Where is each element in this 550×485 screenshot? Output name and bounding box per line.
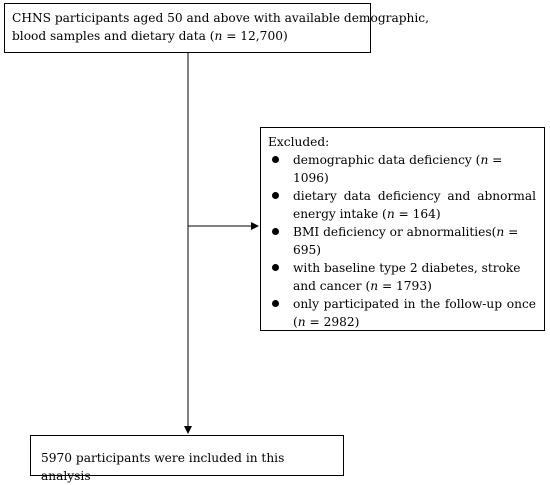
- n-symbol: n: [214, 29, 223, 43]
- enrollment-line-2: [12, 27, 364, 45]
- included-box: [30, 435, 344, 483]
- excluded-item-count: = 1096): [293, 153, 503, 185]
- excluded-item: [268, 223, 536, 259]
- n-symbol: n: [386, 207, 395, 221]
- excluded-item: [268, 151, 536, 187]
- excluded-item-count: = 1793): [378, 279, 432, 293]
- bullet-icon: [272, 264, 279, 271]
- excluded-item: [268, 187, 536, 223]
- excluded-item-text: BMI deficiency or abnormalities(: [293, 225, 497, 239]
- enrollment-line-1: CHNS participants aged 50 and above with available demographic,: [12, 11, 429, 25]
- excluded-item: [268, 295, 536, 331]
- excluded-list: [268, 151, 536, 331]
- enrollment-count: = 12,700): [222, 29, 288, 43]
- included-text: 5970 participants were included in this analysis: [41, 451, 285, 483]
- excluded-title: Excluded:: [268, 135, 330, 149]
- n-symbol: n: [496, 225, 505, 239]
- excluded-item-text: demographic data deficiency (: [293, 153, 481, 167]
- n-symbol: n: [297, 315, 306, 329]
- enrollment-box: [4, 3, 429, 53]
- excluded-box: [260, 127, 545, 331]
- excluded-item-text: dietary data deficiency and abnormal energy intake (: [293, 189, 536, 221]
- excluded-item-count: = 695): [293, 225, 519, 257]
- excluded-item-text: with baseline type 2 diabetes, stroke and cancer (: [293, 261, 521, 293]
- excluded-item: [268, 259, 536, 295]
- excluded-item-text: only participated in the follow-up once (: [293, 297, 536, 329]
- enrollment-line-2-text: blood samples and dietary data (: [12, 29, 215, 43]
- bullet-icon: [272, 228, 279, 235]
- bullet-icon: [272, 156, 279, 163]
- n-symbol: n: [480, 153, 489, 167]
- excluded-item-count: = 164): [394, 207, 441, 221]
- excluded-item-count: = 2982): [305, 315, 360, 329]
- bullet-icon: [272, 300, 279, 307]
- n-symbol: n: [370, 279, 379, 293]
- bullet-icon: [272, 192, 279, 199]
